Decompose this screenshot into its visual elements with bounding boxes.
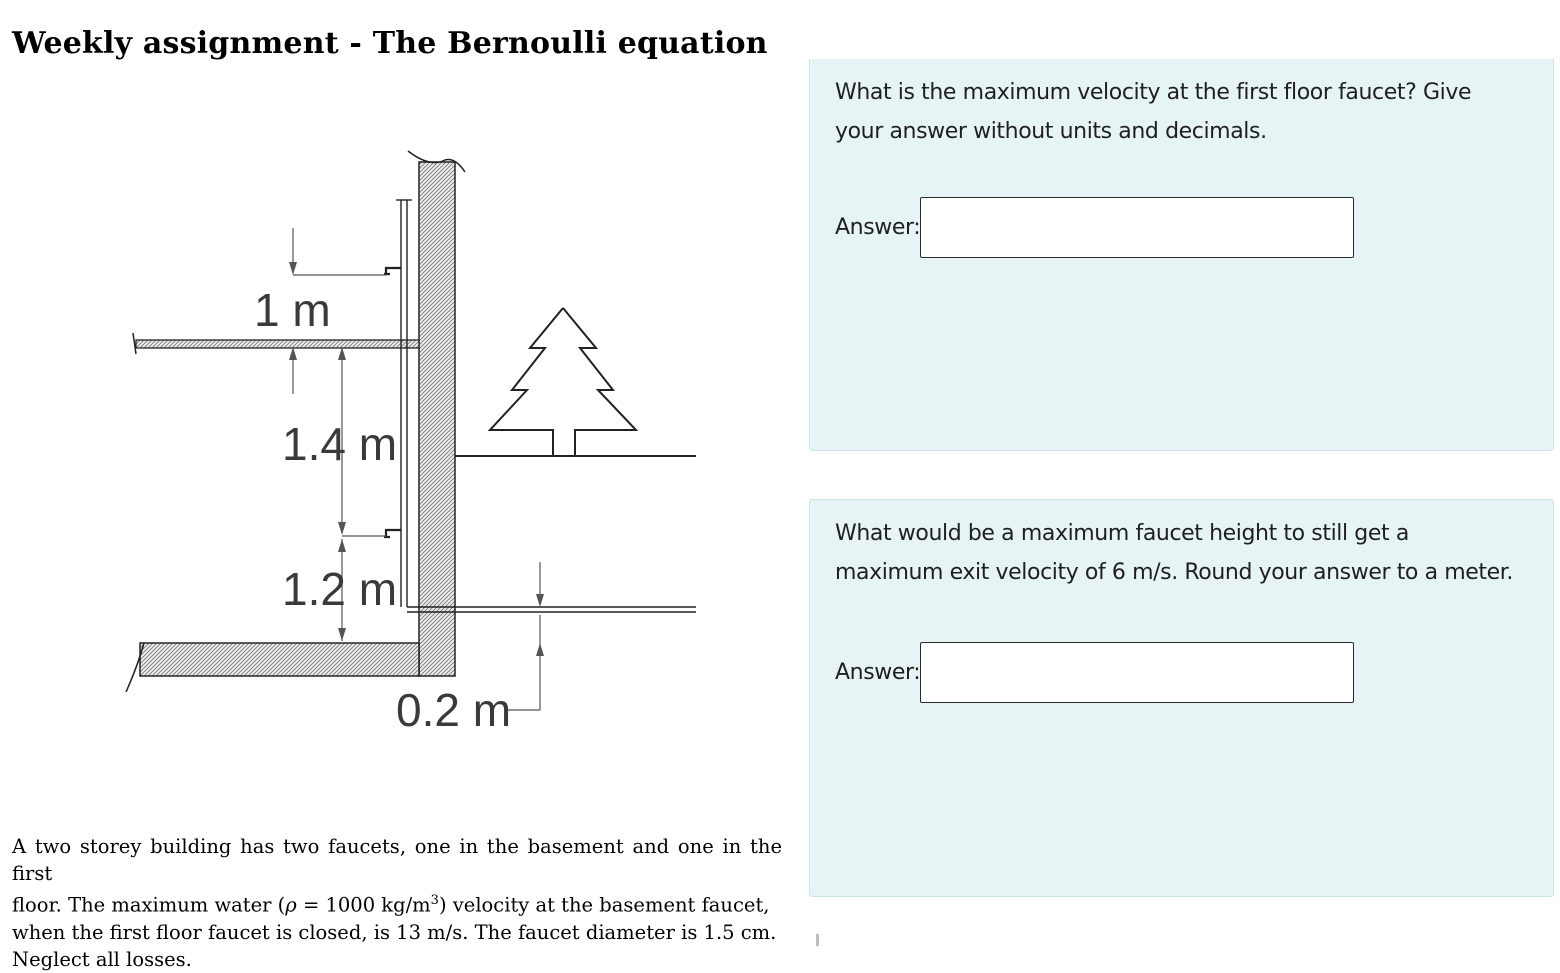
- problem-line-2b: ) velocity at the basement faucet,: [438, 893, 770, 917]
- question-card-1: [809, 59, 1554, 451]
- problem-line-3: when the first floor faucet is closed, is 13 m/s. The faucet diameter is 1.5 cm.: [12, 920, 777, 944]
- building-wall: [419, 162, 455, 676]
- faucet-icon: [384, 530, 401, 537]
- problem-line-2a: floor. The maximum water (: [12, 893, 286, 917]
- problem-line-1: A two storey building has two faucets, one in the basement and one in the first: [12, 835, 782, 885]
- text-cursor-mark: [816, 934, 819, 946]
- answer-label-2: Answer:: [835, 660, 921, 685]
- answer-input-1[interactable]: [920, 197, 1354, 258]
- building-diagram: [0, 0, 800, 800]
- dimension-label-1-4m: 1.4 m: [282, 418, 398, 470]
- answer-label-1: Answer:: [835, 215, 921, 240]
- problem-line-4: Neglect all losses.: [12, 947, 192, 971]
- page-title: Weekly assignment - The Bernoulli equation: [12, 26, 768, 61]
- question-card-2: [809, 499, 1554, 897]
- density-value: = 1000 kg/m: [296, 893, 431, 917]
- question-text-2: What would be a maximum faucet height to still get a maximum exit velocity of 6 m/s. Round your answer to a meter.: [835, 521, 1514, 585]
- tree-icon: [490, 308, 636, 456]
- problem-statement: [12, 833, 782, 973]
- supply-pipe: [401, 200, 407, 607]
- answer-input-2[interactable]: [920, 642, 1354, 703]
- question-text-1: What is the maximum velocity at the first floor faucet? Give your answer without units and decimals.: [835, 80, 1472, 144]
- dimension-label-1m: 1 m: [254, 284, 331, 336]
- basement-floor: [140, 643, 419, 676]
- superscript-3: 3: [430, 893, 439, 908]
- faucet-icon: [384, 268, 401, 274]
- rho-symbol: ρ: [285, 893, 297, 917]
- first-floor-slab: [136, 340, 419, 348]
- dimension-label-0-2m: 0.2 m: [396, 684, 512, 736]
- dimension-label-1-2m: 1.2 m: [282, 563, 398, 615]
